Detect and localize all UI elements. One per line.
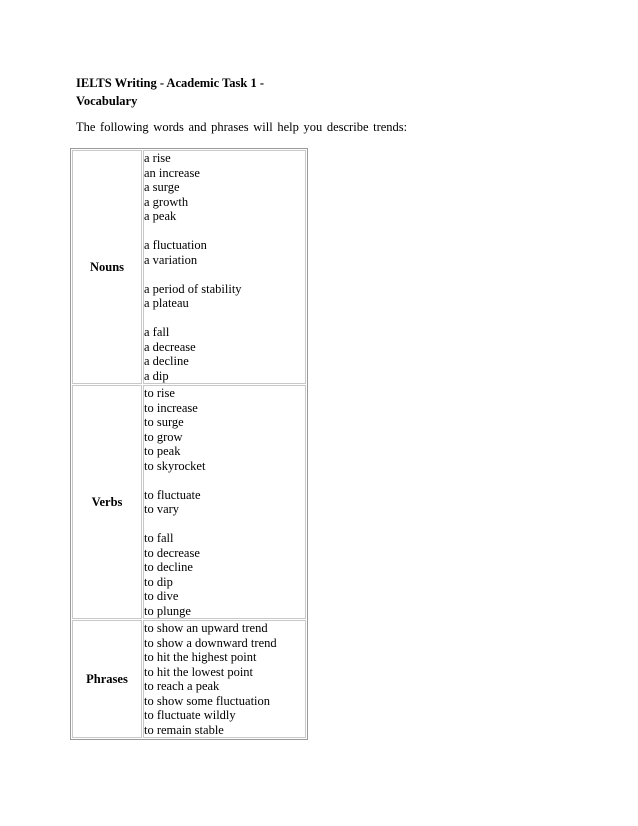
list-item: to hit the highest point <box>144 650 257 664</box>
list-item: to surge <box>144 415 184 429</box>
item-group <box>144 531 305 618</box>
list-item: to decrease <box>144 545 200 560</box>
item-group <box>144 282 305 311</box>
item-group <box>144 325 305 383</box>
list-item: to dive <box>144 589 179 603</box>
list-item: a period of stability <box>144 281 242 296</box>
list-item: a fluctuation <box>144 238 207 252</box>
list-item: to increase <box>144 400 198 415</box>
item-group <box>144 621 305 737</box>
list-item: a variation <box>144 252 198 267</box>
list-item: to hit the lowest point <box>144 664 254 679</box>
item-group <box>144 488 305 517</box>
list-item: to show some fluctuation <box>144 693 271 708</box>
row-items <box>143 385 306 619</box>
table-row-nouns <box>72 150 306 384</box>
title-line-2: Vocabulary <box>76 94 138 108</box>
list-item: a plateau <box>144 296 189 310</box>
list-item: a dip <box>144 368 169 383</box>
list-item: a decrease <box>144 339 196 354</box>
list-item: to fluctuate <box>144 487 201 502</box>
list-item: a surge <box>144 180 180 194</box>
row-items <box>143 150 306 384</box>
list-item: a rise <box>144 151 171 165</box>
row-label: Verbs <box>72 385 142 619</box>
list-item: a growth <box>144 194 189 209</box>
list-item: to plunge <box>144 603 191 618</box>
item-group <box>144 238 305 267</box>
row-label: Phrases <box>72 620 142 738</box>
list-item: a peak <box>144 209 177 223</box>
list-item: to show an upward trend <box>144 621 268 635</box>
page-title <box>76 74 264 110</box>
list-item: to decline <box>144 560 193 574</box>
vocabulary-table <box>70 148 308 740</box>
list-item: a fall <box>144 325 170 339</box>
list-item: an increase <box>144 165 200 180</box>
list-item: to peak <box>144 444 181 458</box>
list-item: to skyrocket <box>144 458 206 473</box>
list-item: to fluctuate wildly <box>144 708 236 722</box>
list-item: to vary <box>144 502 180 516</box>
list-item: to show a downward trend <box>144 635 277 650</box>
vocabulary-table-body <box>72 150 306 738</box>
list-item: to fall <box>144 531 174 545</box>
list-item: to dip <box>144 574 173 589</box>
item-group <box>144 386 305 473</box>
list-item: a decline <box>144 354 189 368</box>
title-line-1: IELTS Writing - Academic Task 1 - <box>76 76 265 90</box>
item-group <box>144 151 305 224</box>
list-item: to rise <box>144 386 175 400</box>
table-row-verbs <box>72 385 306 619</box>
list-item: to grow <box>144 429 183 444</box>
intro-text: The following words and phrases will help you describe trends: <box>76 120 408 134</box>
row-items <box>143 620 306 738</box>
table-row-phrases <box>72 620 306 738</box>
row-label: Nouns <box>72 150 142 384</box>
list-item: to reach a peak <box>144 679 220 693</box>
list-item: to remain stable <box>144 722 224 737</box>
